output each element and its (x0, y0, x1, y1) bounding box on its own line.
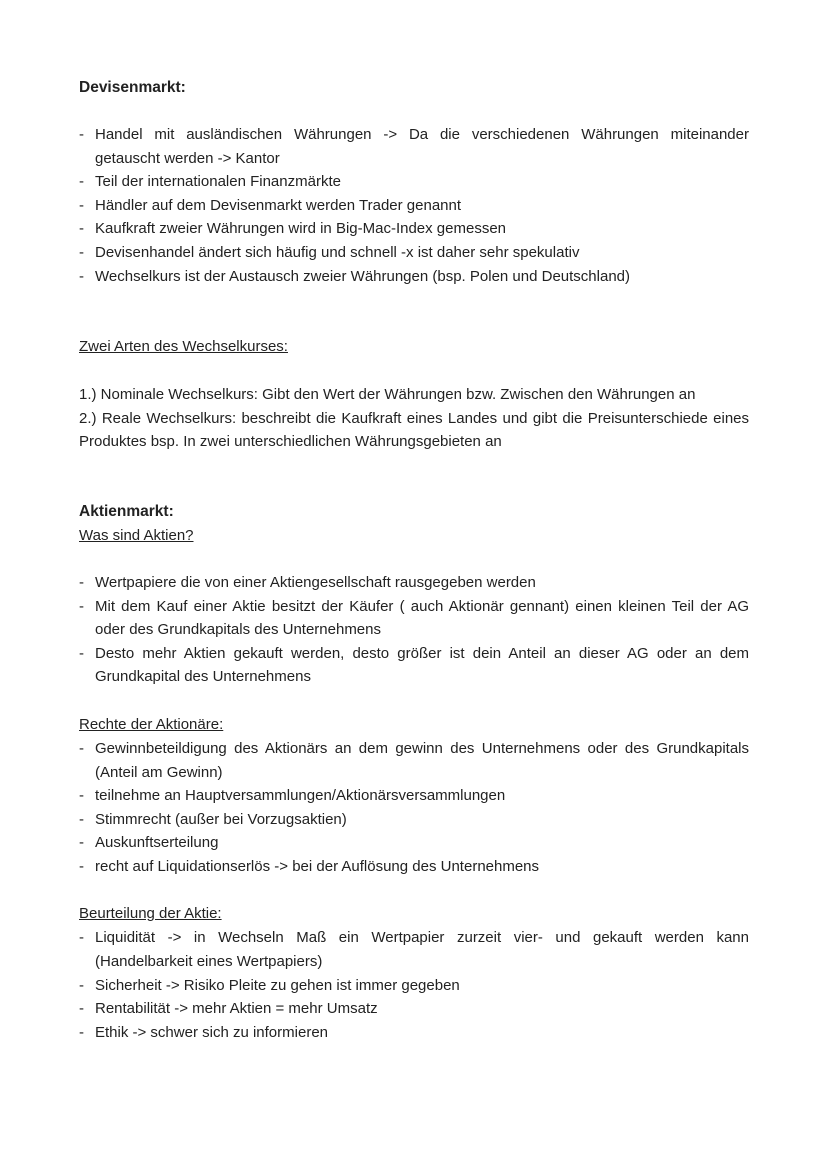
list-item: - Handel mit ausländischen Währungen -> Da die verschiedenen Währungen miteinander getauscht werden -> Kantor (79, 123, 749, 170)
dash-marker: - (79, 126, 84, 143)
dash-marker: - (79, 787, 84, 805)
nominal-wechselkurs-text: 1.) Nominale Wechselkurs: Gibt den Wert der Währungen bzw. Zwischen den Währungen an (79, 386, 696, 404)
dash-marker: - (79, 1000, 84, 1018)
devisenmarkt-list (79, 123, 749, 288)
list-item: - Auskunftserteilung (79, 831, 749, 855)
list-item: - Kaufkraft zweier Währungen wird in Big-Mac-Index gemessen (79, 217, 749, 241)
wechselkurs-subheading: Zwei Arten des Wechselkurses: (79, 338, 288, 356)
dash-marker: - (79, 929, 84, 947)
list-item: - Rentabilität -> mehr Aktien = mehr Umsatz (79, 997, 749, 1021)
rechte-list (79, 737, 749, 879)
list-item: - teilnehme an Hauptversammlungen/Aktionärsversammlungen (79, 784, 749, 808)
list-item: - Devisenhandel ändert sich häufig und schnell -x ist daher sehr spekulativ (79, 241, 749, 265)
list-item: - Wertpapiere die von einer Aktiengesellschaft rausgegeben werden (79, 571, 749, 595)
rechte-subheading: Rechte der Aktionäre: (79, 715, 224, 733)
dash-marker: - (79, 196, 84, 214)
list-item: - Gewinnbeteildigung des Aktionärs an dem gewinn des Unternehmens oder des Grundkapitals (Anteil am Gewinn) (79, 737, 749, 784)
beurteilung-list (79, 926, 749, 1044)
list-item: - Mit dem Kauf einer Aktie besitzt der Käufer ( auch Aktionär gennant) einen kleinen Teil der AG oder des Grundkapitals des Unternehmens (79, 595, 749, 642)
was-sind-aktien-subheading: Was sind Aktien? (79, 526, 194, 544)
dash-marker: - (79, 597, 84, 615)
dash-marker: - (79, 173, 84, 191)
dash-marker: - (79, 810, 84, 828)
list-item: - Desto mehr Aktien gekauft werden, desto größer ist dein Anteil an dieser AG oder an dem Grundkapital des Unternehmens (79, 642, 749, 689)
dash-marker: - (79, 243, 84, 261)
list-item: - Teil der internationalen Finanzmärkte (79, 170, 749, 194)
dash-marker: - (79, 857, 84, 875)
devisenmarkt-heading: Devisenmarkt: (79, 79, 186, 96)
list-item: - Händler auf dem Devisenmarkt werden Trader genannt (79, 194, 749, 218)
dash-marker: - (79, 976, 84, 994)
real-wechselkurs-text: 2.) Reale Wechselkurs: beschreibt die Kaufkraft eines Landes und gibt die Preisunterschiede eines Produktes bsp. In zwei unterschiedlichen Währungsgebieten an (79, 409, 749, 451)
list-item: - recht auf Liquidationserlös -> bei der Auflösung des Unternehmens (79, 855, 749, 879)
dash-marker: - (79, 739, 84, 757)
list-item: - Sicherheit -> Risiko Pleite zu gehen ist immer gegeben (79, 974, 749, 998)
list-item: - Wechselkurs ist der Austausch zweier Währungen (bsp. Polen und Deutschland) (79, 265, 749, 289)
aktienmarkt-heading: Aktienmarkt: (79, 502, 174, 520)
list-item: - Stimmrecht (außer bei Vorzugsaktien) (79, 808, 749, 832)
dash-marker: - (79, 220, 84, 238)
aktien-list (79, 571, 749, 689)
dash-marker: - (79, 1023, 84, 1041)
document-page (79, 76, 749, 1044)
dash-marker: - (79, 834, 84, 852)
list-item: - Liquidität -> in Wechseln Maß ein Wertpapier zurzeit vier- und gekauft werden kann (Handelbarkeit eines Wertpapiers) (79, 926, 749, 973)
dash-marker: - (79, 644, 84, 662)
beurteilung-subheading: Beurteilung der Aktie: (79, 905, 222, 923)
list-item: - Ethik -> schwer sich zu informieren (79, 1021, 749, 1045)
dash-marker: - (79, 267, 84, 285)
dash-marker: - (79, 573, 84, 591)
